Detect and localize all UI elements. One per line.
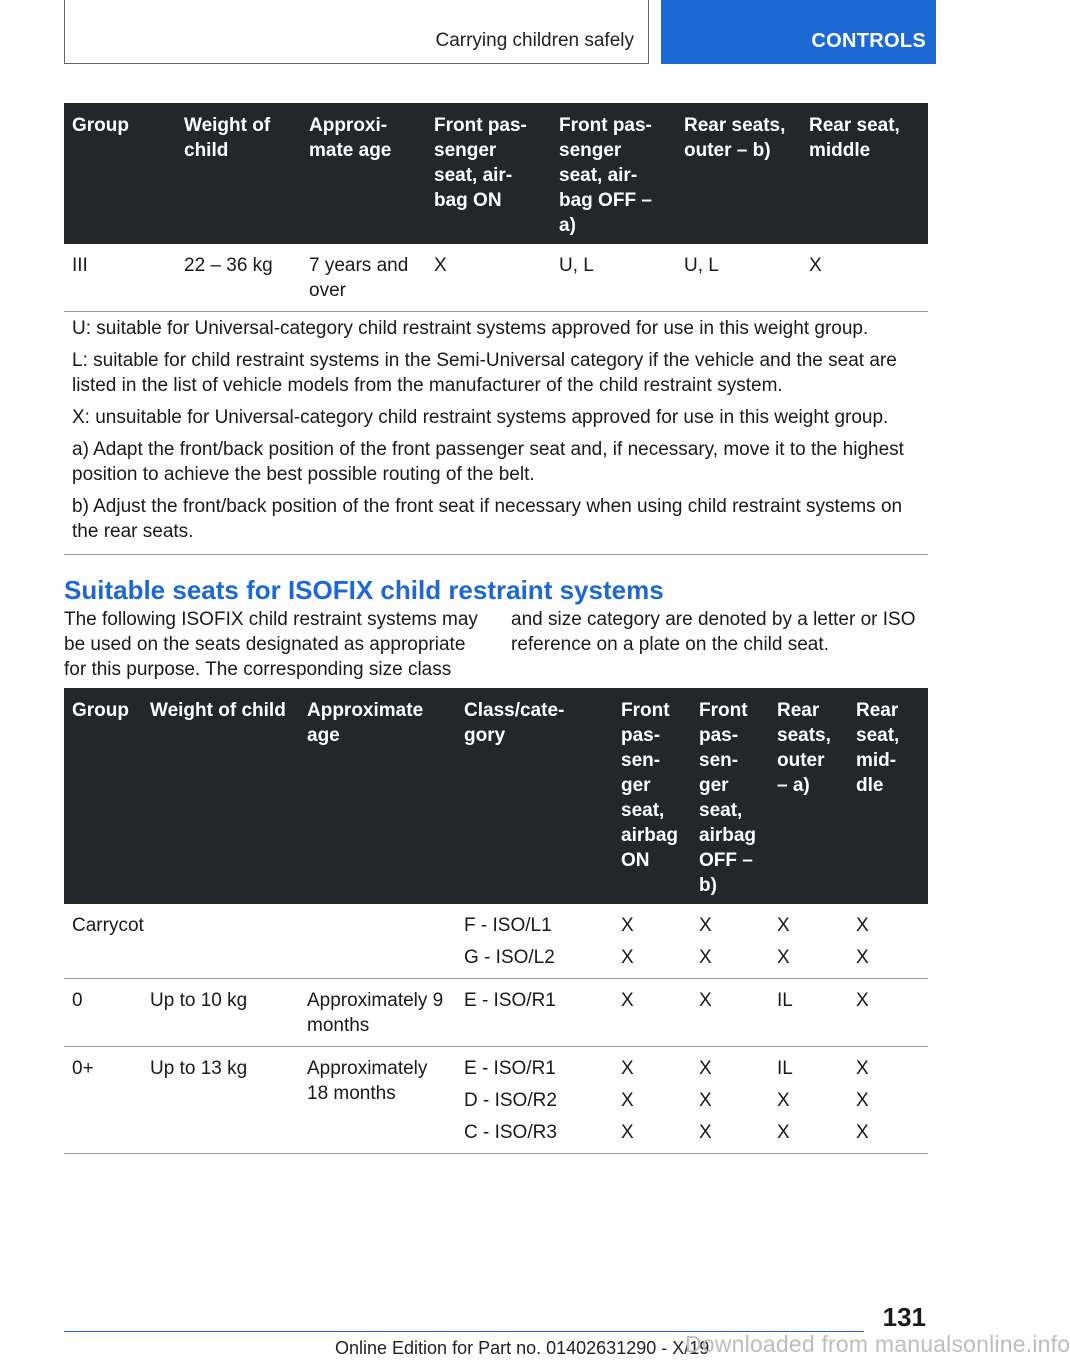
table-cell: 0+ bbox=[64, 1047, 142, 1154]
suitability-table bbox=[64, 103, 928, 312]
cell-line: D - ISO/R2 bbox=[464, 1090, 557, 1111]
cell-line: X bbox=[856, 1058, 869, 1079]
table-cell: 22 – 36 kg bbox=[176, 244, 301, 312]
column-header: Front pas-senger seat, air-bag OFF – a) bbox=[551, 103, 676, 244]
table-cell bbox=[456, 1047, 613, 1154]
cell-line: X bbox=[621, 947, 634, 968]
running-header bbox=[64, 0, 649, 64]
cell-line: X bbox=[777, 915, 790, 936]
table-cell bbox=[848, 979, 928, 1047]
chapter-tab-label: CONTROLS bbox=[811, 30, 926, 52]
table-cell bbox=[769, 979, 848, 1047]
cell-line: G - ISO/L2 bbox=[464, 947, 555, 968]
table-cell bbox=[299, 904, 456, 979]
cell-line: X bbox=[621, 1090, 634, 1111]
table-cell: U, L bbox=[676, 244, 801, 312]
cell-line: X bbox=[777, 1090, 790, 1111]
cell-line: IL bbox=[777, 990, 793, 1011]
cell-line: X bbox=[621, 1122, 634, 1143]
cell-line: X bbox=[621, 915, 634, 936]
table-header-row bbox=[64, 103, 928, 244]
watermark: Downloaded from manualsonline.info bbox=[685, 1331, 1070, 1357]
column-header: Group bbox=[64, 688, 142, 904]
cell-line: X bbox=[856, 1122, 869, 1143]
intro-paragraph-right: and size category are denoted by a letter or ISO reference on a plate on the child seat. bbox=[511, 609, 916, 655]
note-a: a) Adapt the front/back position of the front passenger seat and, if necessary, move it to the highest position to achieve the best possible routing of the belt. bbox=[72, 439, 904, 485]
cell-line: X bbox=[699, 947, 712, 968]
cell-line: X bbox=[699, 990, 712, 1011]
cell-line: X bbox=[621, 990, 634, 1011]
column-header: Rear seat, mid-dle bbox=[848, 688, 928, 904]
table-cell: 7 years and over bbox=[301, 244, 426, 312]
column-header: Rear seat, middle bbox=[801, 103, 928, 244]
table-cell: U, L bbox=[551, 244, 676, 312]
cell-line: C - ISO/R3 bbox=[464, 1122, 557, 1143]
table-notes bbox=[64, 308, 928, 555]
table-cell bbox=[848, 904, 928, 979]
column-header: Approximate age bbox=[299, 688, 456, 904]
table-row bbox=[64, 979, 928, 1047]
isofix-table bbox=[64, 688, 928, 1154]
table-cell: X bbox=[801, 244, 928, 312]
table-row bbox=[64, 244, 928, 312]
column-header: Rear seats, outer – b) bbox=[676, 103, 801, 244]
table-cell bbox=[691, 904, 769, 979]
cell-line: X bbox=[621, 1058, 634, 1079]
table-cell bbox=[848, 1047, 928, 1154]
cell-line: IL bbox=[777, 1058, 793, 1079]
note-universal: U: suitable for Universal-category child restraint systems approved for use in this weight group. bbox=[72, 318, 869, 339]
column-header: Group bbox=[64, 103, 176, 244]
table-header-row bbox=[64, 688, 928, 904]
note-semi-universal: L: suitable for child restraint systems in the Semi-Universal category if the vehicle and the seat are listed in the list of vehicle models from the manufacturer of the child restraint system. bbox=[72, 350, 897, 396]
column-header: Approxi-mate age bbox=[301, 103, 426, 244]
cell-line: X bbox=[856, 1090, 869, 1111]
table-cell bbox=[456, 979, 613, 1047]
table-cell bbox=[613, 1047, 691, 1154]
section-title: Carrying children safely bbox=[435, 30, 634, 51]
table-cell bbox=[613, 904, 691, 979]
column-header: Front pas-sen-ger seat, airbag OFF – b) bbox=[691, 688, 769, 904]
table-cell bbox=[691, 1047, 769, 1154]
cell-line: X bbox=[777, 1122, 790, 1143]
note-b: b) Adjust the front/back position of the front seat if necessary when using child restraint systems on the rear seats. bbox=[72, 496, 903, 542]
cell-line: X bbox=[699, 1122, 712, 1143]
table-cell: 0 bbox=[64, 979, 142, 1047]
cell-line: X bbox=[856, 915, 869, 936]
table-cell bbox=[691, 979, 769, 1047]
cell-line: X bbox=[856, 990, 869, 1011]
table-cell bbox=[456, 904, 613, 979]
table-cell: Carrycot bbox=[64, 904, 142, 979]
section-heading: Suitable seats for ISOFIX child restraint systems bbox=[64, 575, 664, 605]
intro-paragraph-left: The following ISOFIX child restraint systems may be used on the seats designated as appropriate for this purpose. The corresponding size class bbox=[64, 609, 478, 680]
column-header: Front pas-sen-ger seat, airbag ON bbox=[613, 688, 691, 904]
edition-note: Online Edition for Part no. 01402631290 - X/19 bbox=[335, 1338, 710, 1358]
cell-line: X bbox=[699, 915, 712, 936]
cell-line: E - ISO/R1 bbox=[464, 1058, 556, 1079]
cell-line: X bbox=[777, 947, 790, 968]
table-cell bbox=[769, 904, 848, 979]
column-header: Weight of child bbox=[142, 688, 299, 904]
table-row bbox=[64, 904, 928, 979]
table-cell: X bbox=[426, 244, 551, 312]
table-cell: Up to 10 kg bbox=[142, 979, 299, 1047]
page-number: 131 bbox=[882, 1302, 926, 1332]
column-header: Rear seats, outer – a) bbox=[769, 688, 848, 904]
table-row bbox=[64, 1047, 928, 1154]
note-unsuitable: X: unsuitable for Universal-category child restraint systems approved for use in this weight group. bbox=[72, 407, 889, 428]
chapter-tab bbox=[661, 0, 936, 64]
column-header: Front pas-senger seat, air-bag ON bbox=[426, 103, 551, 244]
table-cell: Up to 13 kg bbox=[142, 1047, 299, 1154]
table-cell: Approximately 9 months bbox=[299, 979, 456, 1047]
column-header: Class/cate-gory bbox=[456, 688, 613, 904]
cell-line: X bbox=[699, 1058, 712, 1079]
column-header: Weight of child bbox=[176, 103, 301, 244]
table-cell bbox=[613, 979, 691, 1047]
table-cell bbox=[142, 904, 299, 979]
cell-line: X bbox=[699, 1090, 712, 1111]
cell-line: F - ISO/L1 bbox=[464, 915, 552, 936]
table-cell bbox=[769, 1047, 848, 1154]
table-cell: Approximately 18 months bbox=[299, 1047, 456, 1154]
cell-line: X bbox=[856, 947, 869, 968]
cell-line: E - ISO/R1 bbox=[464, 990, 556, 1011]
table-cell: III bbox=[64, 244, 176, 312]
